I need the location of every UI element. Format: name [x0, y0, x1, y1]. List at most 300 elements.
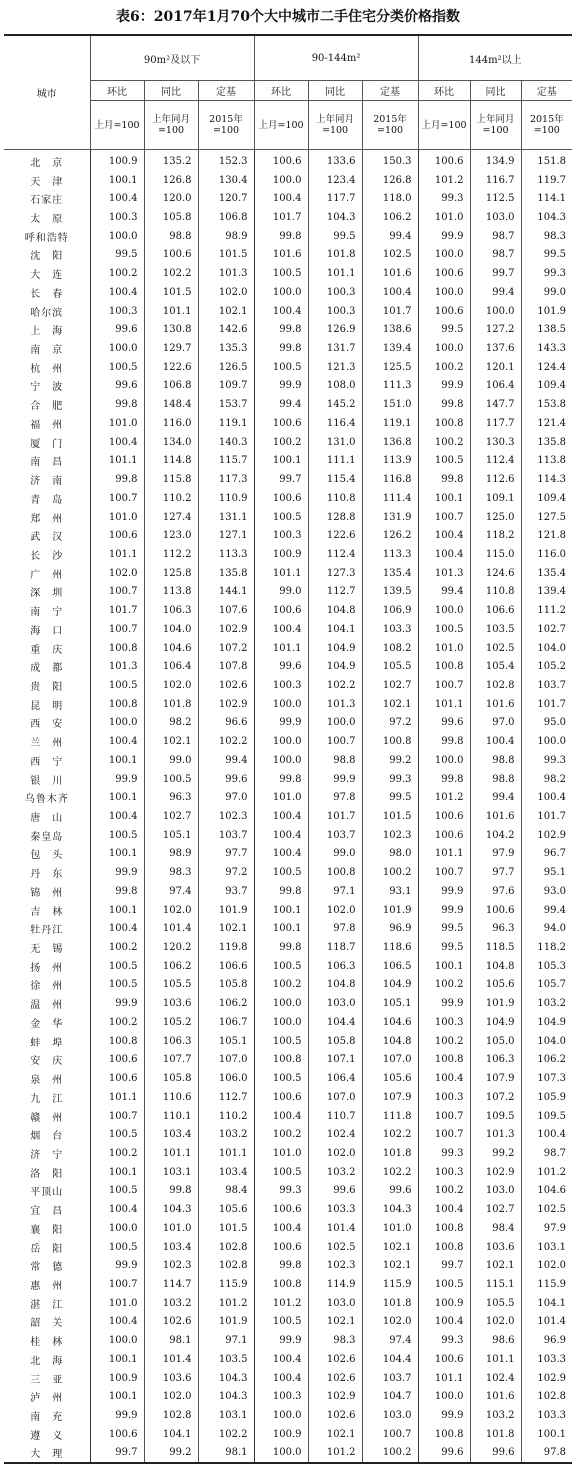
index-value-cell: 125.0 — [470, 508, 521, 527]
city-name-cell: 郑 州 — [30, 513, 64, 525]
index-value-cell: 98.9 — [144, 845, 198, 864]
index-value-cell: 135.4 — [521, 564, 572, 583]
table-header — [4, 35, 572, 150]
index-value-cell: 102.1 — [308, 1313, 362, 1332]
table-row — [4, 283, 572, 302]
index-value-cell: 101.2 — [521, 1163, 572, 1182]
index-value-cell: 135.4 — [362, 564, 418, 583]
index-value-cell: 101.1 — [418, 695, 470, 714]
index-value-cell: 100.5 — [418, 452, 470, 471]
index-value-cell: 100.4 — [90, 919, 144, 938]
index-value-cell: 102.0 — [308, 1144, 362, 1163]
city-name-cell: 深 圳 — [30, 588, 64, 600]
index-value-cell: 103.2 — [198, 1125, 254, 1144]
index-value-cell: 105.0 — [470, 1032, 521, 1051]
index-value-cell: 98.2 — [144, 714, 198, 733]
index-value-cell: 116.7 — [470, 171, 521, 190]
index-value-cell: 100.0 — [418, 751, 470, 770]
index-value-cell: 100.5 — [418, 1275, 470, 1294]
index-value-cell: 97.8 — [521, 1444, 572, 1464]
table-row — [4, 414, 572, 433]
index-value-cell: 100.2 — [90, 1013, 144, 1032]
index-value-cell: 100.2 — [90, 1144, 144, 1163]
index-value-cell: 100.2 — [362, 1444, 418, 1464]
index-value-cell: 100.2 — [90, 938, 144, 957]
index-value-cell: 98.1 — [144, 1331, 198, 1350]
index-value-cell: 119.7 — [521, 171, 572, 190]
index-value-cell: 106.9 — [362, 601, 418, 620]
table-row — [4, 1369, 572, 1388]
index-value-cell: 111.4 — [362, 489, 418, 508]
index-value-cell: 100.4 — [521, 788, 572, 807]
index-value-cell: 100.5 — [254, 358, 308, 377]
index-value-cell: 112.2 — [144, 545, 198, 564]
index-value-cell: 103.0 — [308, 1294, 362, 1313]
city-name-cell: 重 庆 — [30, 644, 64, 656]
index-value-cell: 101.9 — [470, 994, 521, 1013]
city-name-cell: 哈尔滨 — [30, 307, 64, 319]
index-value-cell: 95.0 — [521, 714, 572, 733]
index-value-cell: 100.0 — [418, 339, 470, 358]
city-name-cell: 桂 林 — [30, 1337, 64, 1349]
city-name-cell: 徐 州 — [30, 981, 64, 993]
index-value-cell: 104.8 — [362, 1032, 418, 1051]
table-row — [4, 1406, 572, 1425]
index-value-cell: 100.8 — [254, 1051, 308, 1070]
city-name-cell: 石家庄 — [30, 195, 64, 207]
index-value-cell: 104.1 — [144, 1425, 198, 1444]
index-value-cell: 102.0 — [362, 1313, 418, 1332]
index-value-cell: 104.8 — [470, 957, 521, 976]
index-value-cell: 97.9 — [470, 845, 521, 864]
index-value-cell: 134.0 — [144, 433, 198, 452]
index-value-cell: 101.1 — [308, 264, 362, 283]
sub-header-yoy: 同比 — [308, 81, 362, 101]
index-value-cell: 120.0 — [144, 189, 198, 208]
index-value-cell: 106.0 — [198, 1069, 254, 1088]
index-value-cell: 98.3 — [144, 863, 198, 882]
index-value-cell: 130.8 — [144, 320, 198, 339]
index-value-cell: 107.9 — [362, 1088, 418, 1107]
index-value-cell: 118.7 — [308, 938, 362, 957]
index-value-cell: 112.4 — [308, 545, 362, 564]
index-value-cell: 99.2 — [362, 751, 418, 770]
table-row — [4, 1107, 572, 1126]
index-value-cell: 100.8 — [90, 639, 144, 658]
index-value-cell: 102.2 — [144, 264, 198, 283]
index-value-cell: 98.7 — [521, 1144, 572, 1163]
index-value-cell: 100.9 — [254, 1425, 308, 1444]
city-name-cell: 遵 义 — [30, 1430, 64, 1442]
index-value-cell: 100.2 — [254, 1125, 308, 1144]
index-value-cell: 99.7 — [470, 264, 521, 283]
index-value-cell: 126.9 — [308, 320, 362, 339]
index-value-cell: 103.3 — [308, 1200, 362, 1219]
index-value-cell: 99.7 — [90, 1444, 144, 1464]
table-row — [4, 377, 572, 396]
index-value-cell: 99.3 — [362, 770, 418, 789]
city-name-cell: 宁 波 — [30, 382, 64, 394]
city-name-cell: 济 宁 — [30, 1149, 64, 1161]
table-row — [4, 714, 572, 733]
index-value-cell: 111.3 — [362, 377, 418, 396]
index-value-cell: 113.3 — [198, 545, 254, 564]
index-value-cell: 99.3 — [418, 1331, 470, 1350]
index-value-cell: 99.9 — [90, 1256, 144, 1275]
index-value-cell: 100.6 — [254, 1238, 308, 1257]
index-value-cell: 102.6 — [308, 1350, 362, 1369]
page-title: 表6：2017年1月70个大中城市二手住宅分类价格指数 — [116, 9, 460, 25]
index-value-cell: 100.6 — [254, 1088, 308, 1107]
index-value-cell: 100.1 — [90, 845, 144, 864]
index-value-cell: 137.6 — [470, 339, 521, 358]
index-value-cell: 110.7 — [308, 1107, 362, 1126]
index-value-cell: 99.6 — [470, 1444, 521, 1464]
index-value-cell: 100.0 — [90, 1331, 144, 1350]
index-value-cell: 106.8 — [144, 377, 198, 396]
index-value-cell: 135.3 — [198, 339, 254, 358]
table-row — [4, 1069, 572, 1088]
index-value-cell: 113.8 — [521, 452, 572, 471]
index-value-cell: 103.2 — [308, 1163, 362, 1182]
index-value-cell: 100.2 — [90, 264, 144, 283]
index-value-cell: 100.0 — [418, 1387, 470, 1406]
index-value-cell: 100.8 — [418, 657, 470, 676]
group-header-large: 144m²以上 — [418, 35, 572, 81]
index-value-cell: 101.7 — [308, 807, 362, 826]
index-value-cell: 109.5 — [470, 1107, 521, 1126]
city-name-cell: 西 安 — [30, 719, 64, 731]
index-value-cell: 100.4 — [90, 1313, 144, 1332]
table-row — [4, 657, 572, 676]
index-value-cell: 103.0 — [308, 994, 362, 1013]
city-name-cell: 大 理 — [30, 1449, 64, 1461]
index-value-cell: 100.6 — [254, 489, 308, 508]
index-value-cell: 104.9 — [521, 1013, 572, 1032]
city-name-cell: 长 春 — [30, 288, 64, 300]
index-value-cell: 101.4 — [308, 1219, 362, 1238]
index-value-cell: 100.1 — [90, 751, 144, 770]
index-value-cell: 111.2 — [521, 601, 572, 620]
city-name-cell: 唐 山 — [30, 813, 64, 825]
index-value-cell: 100.5 — [144, 770, 198, 789]
index-value-cell: 101.4 — [144, 1350, 198, 1369]
index-value-cell: 102.1 — [198, 919, 254, 938]
index-value-cell: 107.7 — [144, 1051, 198, 1070]
price-index-table — [4, 34, 572, 1464]
index-value-cell: 100.5 — [90, 358, 144, 377]
index-value-cell: 102.0 — [90, 564, 144, 583]
index-value-cell: 98.7 — [470, 227, 521, 246]
index-value-cell: 100.3 — [418, 1013, 470, 1032]
base-header-fixed: 2015年=100 — [362, 101, 418, 150]
index-value-cell: 97.2 — [198, 863, 254, 882]
index-value-cell: 120.2 — [144, 938, 198, 957]
index-value-cell: 99.9 — [90, 863, 144, 882]
city-column-header: 城市 — [4, 35, 90, 150]
index-value-cell: 101.1 — [90, 545, 144, 564]
index-value-cell: 99.5 — [418, 938, 470, 957]
index-value-cell: 100.4 — [254, 302, 308, 321]
index-value-cell: 100.0 — [254, 1013, 308, 1032]
index-value-cell: 98.8 — [308, 751, 362, 770]
index-value-cell: 100.2 — [418, 433, 470, 452]
index-value-cell: 100.4 — [254, 807, 308, 826]
index-value-cell: 100.7 — [418, 508, 470, 527]
index-value-cell: 104.9 — [308, 639, 362, 658]
base-header-fixed: 2015年=100 — [198, 101, 254, 150]
index-value-cell: 102.9 — [198, 695, 254, 714]
index-value-cell: 101.0 — [254, 788, 308, 807]
index-value-cell: 101.5 — [362, 807, 418, 826]
index-value-cell: 100.4 — [90, 283, 144, 302]
city-name-cell: 扬 州 — [30, 962, 64, 974]
index-value-cell: 106.2 — [144, 957, 198, 976]
index-value-cell: 97.1 — [198, 1331, 254, 1350]
table-row — [4, 1425, 572, 1444]
city-name-cell: 沈 阳 — [30, 251, 64, 263]
index-value-cell: 102.5 — [308, 1238, 362, 1257]
table-row — [4, 470, 572, 489]
index-value-cell: 110.2 — [198, 1107, 254, 1126]
index-value-cell: 105.2 — [521, 657, 572, 676]
index-value-cell: 100.2 — [254, 433, 308, 452]
base-header-mom: 上月=100 — [418, 101, 470, 150]
table-row — [4, 1256, 572, 1275]
index-value-cell: 100.6 — [90, 526, 144, 545]
index-value-cell: 98.9 — [198, 227, 254, 246]
index-value-cell: 114.9 — [308, 1275, 362, 1294]
index-value-cell: 100.0 — [521, 732, 572, 751]
index-value-cell: 100.2 — [418, 358, 470, 377]
index-value-cell: 101.2 — [418, 788, 470, 807]
city-name-cell: 惠 州 — [30, 1280, 64, 1292]
index-value-cell: 99.9 — [418, 1406, 470, 1425]
index-value-cell: 101.4 — [144, 919, 198, 938]
index-value-cell: 103.2 — [521, 994, 572, 1013]
index-value-cell: 105.8 — [198, 976, 254, 995]
index-value-cell: 99.9 — [254, 1331, 308, 1350]
city-name-cell: 太 原 — [30, 214, 64, 226]
index-value-cell: 96.7 — [521, 845, 572, 864]
index-value-cell: 135.8 — [521, 433, 572, 452]
index-value-cell: 100.2 — [254, 976, 308, 995]
index-value-cell: 102.0 — [144, 1387, 198, 1406]
index-value-cell: 118.2 — [521, 938, 572, 957]
index-value-cell: 99.4 — [470, 788, 521, 807]
index-value-cell: 106.6 — [470, 601, 521, 620]
index-value-cell: 100.4 — [254, 845, 308, 864]
index-value-cell: 122.6 — [144, 358, 198, 377]
index-value-cell: 98.6 — [470, 1331, 521, 1350]
group-header-medium: 90-144m² — [254, 35, 418, 81]
index-value-cell: 101.2 — [418, 171, 470, 190]
index-value-cell: 100.0 — [90, 339, 144, 358]
index-value-cell: 105.5 — [470, 1294, 521, 1313]
index-value-cell: 102.5 — [362, 246, 418, 265]
index-value-cell: 104.9 — [308, 657, 362, 676]
index-value-cell: 109.5 — [521, 1107, 572, 1126]
index-value-cell: 105.6 — [362, 1069, 418, 1088]
index-value-cell: 101.2 — [254, 1294, 308, 1313]
index-value-cell: 95.1 — [521, 863, 572, 882]
index-value-cell: 108.2 — [362, 639, 418, 658]
index-value-cell: 121.4 — [521, 414, 572, 433]
index-value-cell: 118.5 — [470, 938, 521, 957]
index-value-cell: 97.8 — [308, 788, 362, 807]
index-value-cell: 100.0 — [254, 283, 308, 302]
index-value-cell: 99.9 — [418, 377, 470, 396]
index-value-cell: 116.4 — [308, 414, 362, 433]
index-value-cell: 134.9 — [470, 150, 521, 171]
city-name-cell: 北 海 — [30, 1355, 64, 1367]
index-value-cell: 100.9 — [254, 545, 308, 564]
index-value-cell: 102.0 — [521, 1256, 572, 1275]
index-value-cell: 124.4 — [521, 358, 572, 377]
table-row — [4, 1051, 572, 1070]
index-value-cell: 104.4 — [362, 1350, 418, 1369]
table-row — [4, 189, 572, 208]
index-value-cell: 102.8 — [144, 1406, 198, 1425]
index-value-cell: 98.1 — [198, 1444, 254, 1464]
city-name-cell: 金 华 — [30, 1018, 64, 1030]
table-row — [4, 171, 572, 190]
index-value-cell: 131.1 — [198, 508, 254, 527]
index-value-cell: 99.9 — [254, 714, 308, 733]
city-name-cell: 贵 阳 — [30, 681, 64, 693]
base-header-yoy: 上年同月=100 — [470, 101, 521, 150]
index-value-cell: 99.5 — [418, 320, 470, 339]
index-value-cell: 101.0 — [418, 208, 470, 227]
index-value-cell: 151.8 — [521, 150, 572, 171]
index-value-cell: 100.7 — [418, 863, 470, 882]
index-value-cell: 127.1 — [198, 526, 254, 545]
index-value-cell: 128.8 — [308, 508, 362, 527]
index-value-cell: 101.1 — [90, 1088, 144, 1107]
table-row — [4, 676, 572, 695]
index-value-cell: 103.4 — [144, 1125, 198, 1144]
index-value-cell: 97.7 — [198, 845, 254, 864]
index-value-cell: 104.3 — [362, 1200, 418, 1219]
table-row — [4, 489, 572, 508]
index-value-cell: 97.4 — [144, 882, 198, 901]
index-value-cell: 100.5 — [90, 957, 144, 976]
index-value-cell: 140.3 — [198, 433, 254, 452]
index-value-cell: 99.5 — [362, 788, 418, 807]
index-value-cell: 100.4 — [418, 1069, 470, 1088]
city-name-cell: 泸 州 — [30, 1393, 64, 1405]
index-value-cell: 100.6 — [144, 246, 198, 265]
index-value-cell: 102.1 — [308, 1425, 362, 1444]
base-header-yoy: 上年同月=100 — [308, 101, 362, 150]
index-value-cell: 100.5 — [254, 1313, 308, 1332]
index-value-cell: 102.3 — [144, 1256, 198, 1275]
index-value-cell: 103.3 — [521, 1350, 572, 1369]
index-value-cell: 113.3 — [362, 545, 418, 564]
index-value-cell: 99.8 — [254, 882, 308, 901]
city-name-cell: 成 都 — [30, 663, 64, 675]
table-row — [4, 1275, 572, 1294]
index-value-cell: 102.0 — [308, 901, 362, 920]
index-value-cell: 101.0 — [254, 1144, 308, 1163]
index-value-cell: 106.8 — [198, 208, 254, 227]
index-value-cell: 100.1 — [90, 1350, 144, 1369]
index-value-cell: 107.9 — [470, 1069, 521, 1088]
index-value-cell: 104.1 — [308, 620, 362, 639]
index-value-cell: 101.6 — [254, 246, 308, 265]
index-value-cell: 100.6 — [418, 264, 470, 283]
index-value-cell: 107.6 — [198, 601, 254, 620]
index-value-cell: 100.0 — [254, 1444, 308, 1464]
index-value-cell: 153.8 — [521, 395, 572, 414]
index-value-cell: 105.1 — [362, 994, 418, 1013]
index-value-cell: 100.4 — [254, 1219, 308, 1238]
city-name-cell: 秦皇岛 — [30, 831, 64, 843]
city-name-cell: 厦 门 — [30, 438, 64, 450]
index-value-cell: 102.9 — [470, 1163, 521, 1182]
index-value-cell: 99.9 — [418, 882, 470, 901]
index-value-cell: 99.3 — [254, 1182, 308, 1201]
index-value-cell: 124.6 — [470, 564, 521, 583]
city-name-cell: 天 津 — [30, 176, 64, 188]
index-value-cell: 98.3 — [308, 1331, 362, 1350]
index-value-cell: 101.3 — [90, 657, 144, 676]
table-row — [4, 320, 572, 339]
index-value-cell: 100.8 — [90, 1032, 144, 1051]
index-value-cell: 130.4 — [198, 171, 254, 190]
index-value-cell: 101.1 — [144, 1144, 198, 1163]
table-row — [4, 826, 572, 845]
city-name-cell: 襄 阳 — [30, 1224, 64, 1236]
index-value-cell: 100.6 — [418, 150, 470, 171]
index-value-cell: 107.3 — [521, 1069, 572, 1088]
city-name-cell: 无 锡 — [30, 944, 64, 956]
index-value-cell: 100.4 — [418, 545, 470, 564]
index-value-cell: 103.0 — [470, 208, 521, 227]
index-value-cell: 100.4 — [90, 189, 144, 208]
table-row — [4, 1200, 572, 1219]
index-value-cell: 109.4 — [521, 489, 572, 508]
index-value-cell: 102.6 — [198, 676, 254, 695]
sub-header-yoy: 同比 — [470, 81, 521, 101]
index-value-cell: 103.4 — [198, 1163, 254, 1182]
index-value-cell: 99.9 — [418, 901, 470, 920]
index-value-cell: 133.6 — [308, 150, 362, 171]
index-value-cell: 107.0 — [198, 1051, 254, 1070]
index-value-cell: 101.0 — [362, 1219, 418, 1238]
index-value-cell: 101.6 — [470, 807, 521, 826]
table-row — [4, 1013, 572, 1032]
index-value-cell: 99.6 — [418, 714, 470, 733]
index-value-cell: 100.2 — [418, 1032, 470, 1051]
index-value-cell: 97.9 — [521, 1219, 572, 1238]
index-value-cell: 103.6 — [144, 994, 198, 1013]
index-value-cell: 99.8 — [144, 1182, 198, 1201]
index-value-cell: 98.2 — [521, 770, 572, 789]
index-value-cell: 96.6 — [198, 714, 254, 733]
index-value-cell: 100.5 — [418, 620, 470, 639]
city-name-cell: 西 宁 — [30, 756, 64, 768]
index-value-cell: 139.4 — [362, 339, 418, 358]
index-value-cell: 106.3 — [144, 601, 198, 620]
index-value-cell: 111.8 — [362, 1107, 418, 1126]
index-value-cell: 103.3 — [362, 620, 418, 639]
index-value-cell: 100.4 — [254, 1369, 308, 1388]
index-value-cell: 96.3 — [144, 788, 198, 807]
city-name-cell: 常 德 — [30, 1262, 64, 1274]
index-value-cell: 102.2 — [198, 732, 254, 751]
table-row — [4, 601, 572, 620]
